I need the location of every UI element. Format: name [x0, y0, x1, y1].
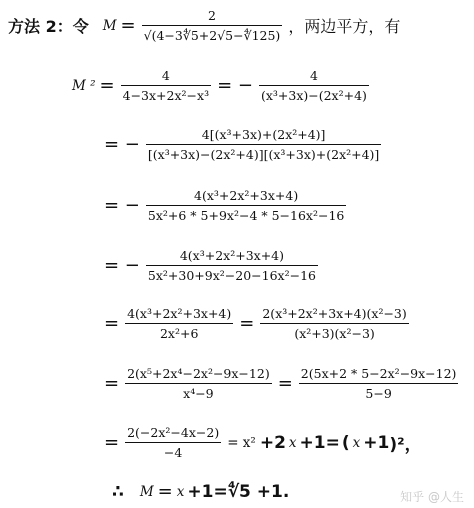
fraction [125, 425, 221, 460]
denominator: 5x²+30+9x²−20−16x²−16 [147, 268, 316, 283]
step-5 [100, 366, 460, 401]
numerator: 4(x³+2x²+3x+4) [179, 248, 285, 263]
denominator: 2x²+6 [159, 326, 199, 341]
result-paren: )²， [389, 435, 422, 455]
fraction [146, 248, 318, 283]
equals-sign: = − [104, 134, 140, 155]
step-6 [100, 425, 422, 460]
equals-sign: = [239, 313, 255, 334]
fraction [260, 306, 408, 341]
numerator: 4 [161, 68, 170, 83]
var-m: M [139, 483, 154, 500]
m-squared: M ² [72, 77, 96, 94]
denominator: 5−9 [365, 386, 392, 401]
fraction [125, 306, 233, 341]
numerator: 2 [208, 8, 216, 23]
equals-sign: = [104, 313, 120, 334]
numerator: 2(x⁵+2x⁴−2x²−9x−12) [127, 366, 270, 381]
equals-sign: = [120, 15, 136, 36]
m-squared-line [72, 68, 371, 103]
denominator: √(4−3∜5+2√5−∜125) [143, 28, 281, 43]
result-paren: ( [341, 432, 350, 453]
therefore-symbol: ∴ [112, 481, 124, 502]
result-part: +2 [259, 432, 286, 453]
fraction [299, 366, 459, 401]
denominator: [(x³+3x)−(2x²+4)][(x³+3x)+(2x²+4)] [147, 147, 380, 162]
numerator: 2(−2x²−4x−2) [127, 425, 220, 440]
fraction [121, 68, 211, 103]
result-part: = x² [227, 434, 256, 451]
step-3 [100, 248, 320, 283]
intro-tail: ，两边平方，有 [288, 17, 401, 36]
equals-sign: = [104, 373, 120, 394]
var-x: x [176, 483, 185, 500]
denominator: −4 [163, 445, 183, 460]
equals-sign: = [157, 481, 173, 502]
fraction [259, 68, 369, 103]
denominator: (x²+3)(x²−3) [294, 326, 375, 341]
numerator: 2(5x+2 * 5−2x²−9x−12) [300, 366, 457, 381]
numerator: 4 [309, 68, 318, 83]
numerator: 4(x³+2x²+3x+4) [194, 188, 299, 203]
step-1 [100, 127, 383, 162]
intro-line [8, 8, 400, 43]
final-line [112, 481, 289, 502]
fraction [146, 127, 381, 162]
result-part: +1 [363, 432, 390, 453]
watermark: 知乎 @人生 [400, 490, 464, 504]
step-2 [100, 188, 348, 223]
equals-sign: = [104, 432, 120, 453]
fraction [142, 8, 283, 43]
result-part: +1= [299, 432, 340, 453]
step-4 [100, 306, 411, 341]
var-m: M [102, 17, 117, 34]
denominator: 4−3x+2x²−x³ [122, 88, 210, 103]
final-result: +1=∜5 +1. [187, 481, 290, 502]
result-var: x [288, 434, 297, 451]
denominator: x⁴−9 [183, 386, 214, 401]
numerator: 4(x³+2x²+3x+4) [127, 306, 232, 321]
denominator: 5x²+6 * 5+9x²−4 * 5−16x²−16 [147, 208, 345, 223]
result-var: x [352, 434, 361, 451]
numerator: 2(x³+2x²+3x+4)(x²−3) [262, 306, 407, 321]
equals-sign: = − [217, 75, 253, 96]
equals-sign: = [99, 75, 115, 96]
fraction [146, 188, 346, 223]
equals-sign: = [277, 373, 293, 394]
equals-sign: = − [104, 195, 140, 216]
method-label: 方法 2：令 [8, 17, 89, 36]
equals-sign: = − [104, 255, 140, 276]
fraction [125, 366, 272, 401]
denominator: (x³+3x)−(2x²+4) [260, 88, 367, 103]
numerator: 4[(x³+3x)+(2x²+4)] [201, 127, 326, 142]
